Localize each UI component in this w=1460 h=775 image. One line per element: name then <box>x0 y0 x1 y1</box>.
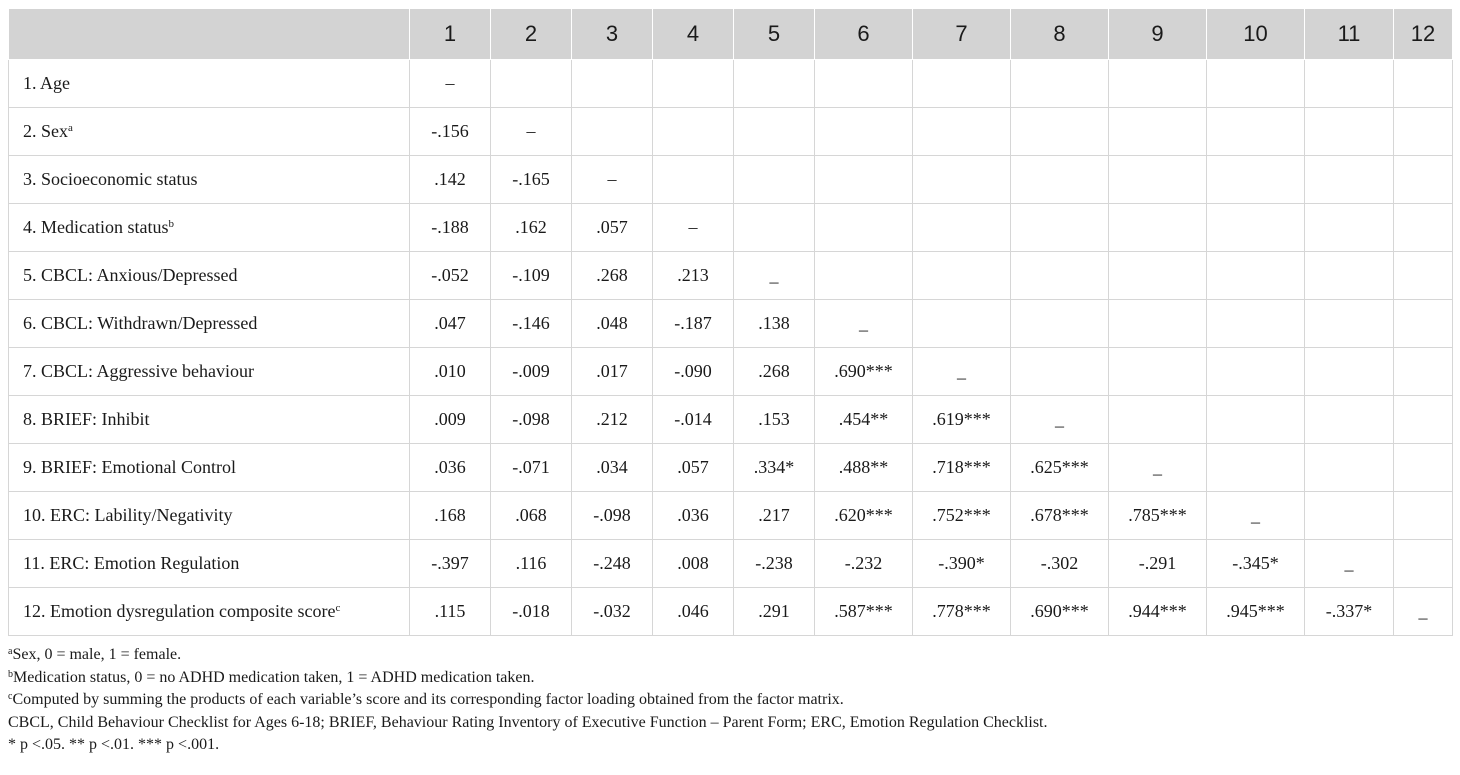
table-row <box>9 540 1453 588</box>
table-cell <box>1394 156 1453 204</box>
header-cell-2: 2 <box>491 9 572 60</box>
table-cell: -.090 <box>653 348 734 396</box>
table-cell: .017 <box>572 348 653 396</box>
table-cell <box>1109 156 1207 204</box>
table-cell <box>1394 348 1453 396</box>
row-label: 9. BRIEF: Emotional Control <box>9 444 410 492</box>
table-cell: .785*** <box>1109 492 1207 540</box>
table-cell <box>734 156 815 204</box>
table-cell <box>1207 108 1305 156</box>
table-cell <box>1011 204 1109 252</box>
table-cell <box>1305 492 1394 540</box>
table-cell: -.156 <box>410 108 491 156</box>
table-cell: -.018 <box>491 588 572 636</box>
table-cell <box>1305 300 1394 348</box>
table-cell: -.098 <box>491 396 572 444</box>
table-cell: _ <box>913 348 1011 396</box>
table-cell: .291 <box>734 588 815 636</box>
table-cell <box>1305 204 1394 252</box>
table-cell: – <box>572 156 653 204</box>
table-row <box>9 156 1453 204</box>
table-cell: .008 <box>653 540 734 588</box>
table-cell <box>491 60 572 108</box>
table-cell: .115 <box>410 588 491 636</box>
table-row <box>9 204 1453 252</box>
table-cell: _ <box>1011 396 1109 444</box>
table-cell <box>1394 252 1453 300</box>
table-cell <box>1011 60 1109 108</box>
table-cell <box>913 204 1011 252</box>
table-cell <box>913 108 1011 156</box>
table-cell <box>1305 108 1394 156</box>
row-label: 2. Sex$^a$ <box>9 108 410 156</box>
table-row <box>9 108 1453 156</box>
table-cell: .036 <box>410 444 491 492</box>
table-row <box>9 588 1453 636</box>
table-cell: .752*** <box>913 492 1011 540</box>
table-cell: _ <box>1394 588 1453 636</box>
table-cell: .587*** <box>815 588 913 636</box>
table-row <box>9 444 1453 492</box>
table-cell <box>913 156 1011 204</box>
table-cell <box>572 108 653 156</box>
table-cell: -.302 <box>1011 540 1109 588</box>
table-cell <box>1394 60 1453 108</box>
table-cell: .268 <box>572 252 653 300</box>
table-cell: .678*** <box>1011 492 1109 540</box>
table-cell: -.397 <box>410 540 491 588</box>
row-label: 5. CBCL: Anxious/Depressed <box>9 252 410 300</box>
row-label: 8. BRIEF: Inhibit <box>9 396 410 444</box>
header-cell-8: 8 <box>1011 9 1109 60</box>
row-label: 7. CBCL: Aggressive behaviour <box>9 348 410 396</box>
table-cell <box>1207 252 1305 300</box>
footnote-marker: b <box>168 218 174 230</box>
table-cell <box>913 252 1011 300</box>
table-cell: .488** <box>815 444 913 492</box>
note-a: $^a$Sex, 0 = male, 1 = female. <box>8 646 182 663</box>
row-label: 3. Socioeconomic status <box>9 156 410 204</box>
table-cell <box>1109 300 1207 348</box>
table-cell: .619*** <box>913 396 1011 444</box>
row-label: 11. ERC: Emotion Regulation <box>9 540 410 588</box>
table-cell <box>1305 252 1394 300</box>
table-cell <box>1394 540 1453 588</box>
table-cell: .036 <box>653 492 734 540</box>
table-cell: .010 <box>410 348 491 396</box>
row-label: 4. Medication status$^b$ <box>9 204 410 252</box>
header-cell-1: 1 <box>410 9 491 60</box>
row-label: 1. Age <box>9 60 410 108</box>
table-cell <box>815 204 913 252</box>
table-cell <box>1109 60 1207 108</box>
table-cell: -.071 <box>491 444 572 492</box>
table-cell <box>815 108 913 156</box>
header-cell-variable <box>9 9 410 60</box>
header-cell-3: 3 <box>572 9 653 60</box>
row-label: 12. Emotion dysregulation composite score$^c$ <box>9 588 410 636</box>
table-cell: _ <box>1305 540 1394 588</box>
table-cell: -.146 <box>491 300 572 348</box>
table-cell <box>1305 348 1394 396</box>
table-cell: – <box>410 60 491 108</box>
table-cell: .034 <box>572 444 653 492</box>
table-cell: -.188 <box>410 204 491 252</box>
table-cell <box>572 60 653 108</box>
table-cell <box>913 60 1011 108</box>
row-label: 10. ERC: Lability/Negativity <box>9 492 410 540</box>
table-cell: _ <box>734 252 815 300</box>
header-row <box>9 9 1453 60</box>
table-row <box>9 348 1453 396</box>
table-cell <box>1394 204 1453 252</box>
footnote-marker: a <box>68 122 73 134</box>
table-cell <box>653 156 734 204</box>
table-cell: .718*** <box>913 444 1011 492</box>
table-cell: -.390* <box>913 540 1011 588</box>
table-cell <box>1305 156 1394 204</box>
table-cell: .162 <box>491 204 572 252</box>
table-cell <box>815 60 913 108</box>
table-cell <box>1207 156 1305 204</box>
table-cell: .168 <box>410 492 491 540</box>
table-cell <box>1011 156 1109 204</box>
table-cell: .213 <box>653 252 734 300</box>
table-row <box>9 300 1453 348</box>
table-cell: .268 <box>734 348 815 396</box>
table-cell: -.248 <box>572 540 653 588</box>
table-cell: -.014 <box>653 396 734 444</box>
table-cell: -.232 <box>815 540 913 588</box>
table-cell: _ <box>1207 492 1305 540</box>
table-cell: .048 <box>572 300 653 348</box>
table-cell <box>1011 348 1109 396</box>
table-cell: .046 <box>653 588 734 636</box>
table-cell: -.187 <box>653 300 734 348</box>
table-cell <box>1109 204 1207 252</box>
table-cell <box>1207 444 1305 492</box>
header-cell-10: 10 <box>1207 9 1305 60</box>
table-cell: -.238 <box>734 540 815 588</box>
table-cell: .217 <box>734 492 815 540</box>
table-cell: .625*** <box>1011 444 1109 492</box>
note-b: $^b$Medication status, 0 = no ADHD medication taken, 1 = ADHD medication taken. <box>8 668 535 686</box>
table-cell: .944*** <box>1109 588 1207 636</box>
footnote-marker: c <box>335 602 341 614</box>
table-cell <box>1207 204 1305 252</box>
table-cell: .138 <box>734 300 815 348</box>
table-cell <box>1207 396 1305 444</box>
table-cell <box>1109 348 1207 396</box>
table-cell: .334* <box>734 444 815 492</box>
table-cell: .945*** <box>1207 588 1305 636</box>
table-cell: .057 <box>653 444 734 492</box>
table-cell: -.165 <box>491 156 572 204</box>
table-cell <box>1011 108 1109 156</box>
table-cell <box>1207 300 1305 348</box>
table-cell <box>1011 300 1109 348</box>
header-cell-6: 6 <box>815 9 913 60</box>
row-label: 6. CBCL: Withdrawn/Depressed <box>9 300 410 348</box>
table-cell: .454** <box>815 396 913 444</box>
table-cell <box>815 156 913 204</box>
table-cell: _ <box>815 300 913 348</box>
note-abbreviations: CBCL, Child Behaviour Checklist for Ages 6-18; BRIEF, Behaviour Rating Inventory of Executive Function – Parent Form; ERC, Emotion Regulation Checklist. <box>8 713 1048 731</box>
table-cell: -.052 <box>410 252 491 300</box>
table-cell: .690*** <box>1011 588 1109 636</box>
table-notes <box>8 644 1452 757</box>
header-cell-5: 5 <box>734 9 815 60</box>
table-cell: -.098 <box>572 492 653 540</box>
table-cell <box>1011 252 1109 300</box>
table-cell <box>815 252 913 300</box>
table-body <box>9 60 1453 636</box>
table-cell: .212 <box>572 396 653 444</box>
table-cell: .153 <box>734 396 815 444</box>
table-cell <box>1305 396 1394 444</box>
table-cell: .620*** <box>815 492 913 540</box>
table-cell: – <box>653 204 734 252</box>
note-c: $^c$Computed by summing the products of each variable’s score and its corresponding factor loading obtained from the factor matrix. <box>8 691 844 708</box>
table-cell: -.337* <box>1305 588 1394 636</box>
header-cell-4: 4 <box>653 9 734 60</box>
table-cell: _ <box>1109 444 1207 492</box>
correlation-table <box>8 8 1453 636</box>
note-significance: * p <.05. ** p <.01. *** p <.001. <box>8 736 220 753</box>
table-cell: -.345* <box>1207 540 1305 588</box>
table-cell: -.291 <box>1109 540 1207 588</box>
table-row <box>9 60 1453 108</box>
table-cell <box>1394 492 1453 540</box>
table-cell <box>1305 444 1394 492</box>
table-cell <box>1394 396 1453 444</box>
table-cell <box>1394 108 1453 156</box>
table-cell <box>1109 396 1207 444</box>
table-cell: .116 <box>491 540 572 588</box>
table-cell <box>1207 348 1305 396</box>
table-cell <box>1305 60 1394 108</box>
table-row <box>9 396 1453 444</box>
table-cell: .009 <box>410 396 491 444</box>
table-cell <box>734 108 815 156</box>
table-cell: – <box>491 108 572 156</box>
table-row <box>9 492 1453 540</box>
table-cell <box>1207 60 1305 108</box>
table-cell: -.009 <box>491 348 572 396</box>
table-cell: .142 <box>410 156 491 204</box>
table-row <box>9 252 1453 300</box>
header-cell-12: 12 <box>1394 9 1453 60</box>
table-cell <box>1109 252 1207 300</box>
table-cell: .047 <box>410 300 491 348</box>
correlation-table-figure <box>8 8 1452 757</box>
header-cell-11: 11 <box>1305 9 1394 60</box>
table-cell <box>1394 444 1453 492</box>
table-cell <box>734 60 815 108</box>
table-cell <box>734 204 815 252</box>
table-cell: -.109 <box>491 252 572 300</box>
header-cell-7: 7 <box>913 9 1011 60</box>
table-cell <box>653 108 734 156</box>
header-cell-9: 9 <box>1109 9 1207 60</box>
table-cell <box>653 60 734 108</box>
table-cell <box>913 300 1011 348</box>
table-cell: -.032 <box>572 588 653 636</box>
table-cell <box>1109 108 1207 156</box>
table-cell: .068 <box>491 492 572 540</box>
table-cell <box>1394 300 1453 348</box>
table-cell: .057 <box>572 204 653 252</box>
table-cell: .690*** <box>815 348 913 396</box>
table-cell: .778*** <box>913 588 1011 636</box>
